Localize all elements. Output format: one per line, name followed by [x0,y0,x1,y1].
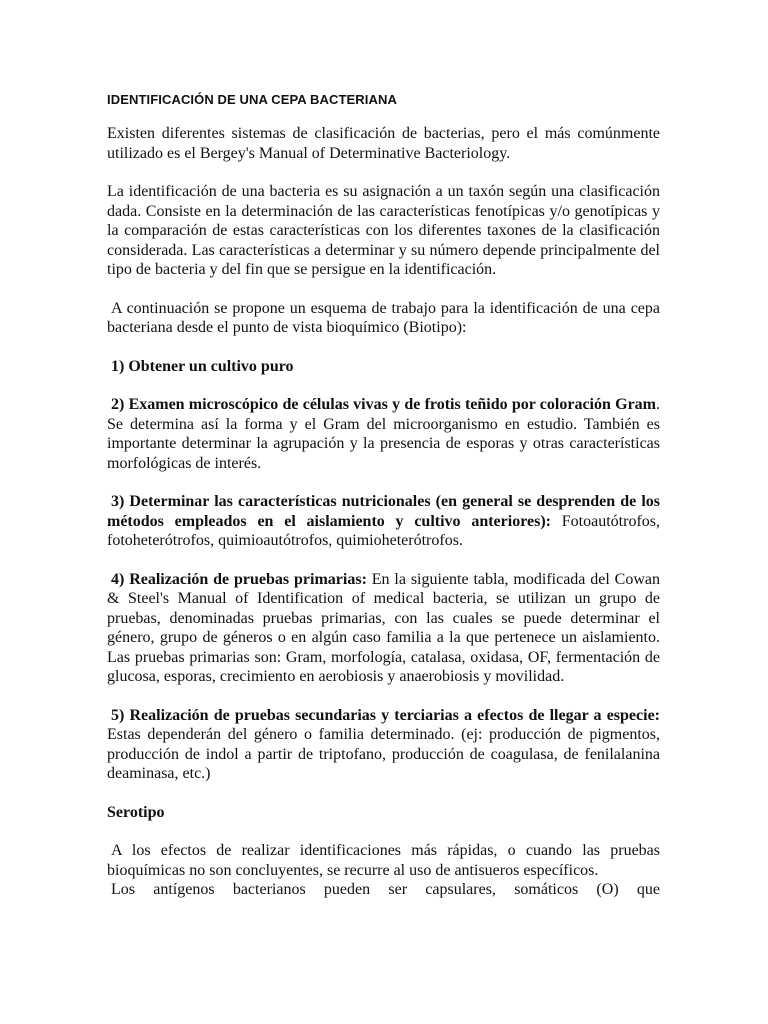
step-3-paragraph [107,492,660,551]
step-3-title: 3) Determinar las características nutricionales (en general se desprenden de los métodos empleados en el aislamiento y cultivo anteriores): [107,493,660,530]
step-1-title: 1) Obtener un cultivo puro [111,357,294,375]
step-4-text: En la siguiente tabla, modificada del Cowan & Steel's Manual of Identification of medical bacteria, se utilizan un grupo de pruebas, denominadas pruebas primarias, con las cuales se puede determinar el género, grupo de géneros o en algún caso familia a la que pertenece un aislamiento. Las pruebas primarias son: Gram, morfología, catalasa, oxidasa, OF, fermentación de glucosa, esporas, crecimiento en aerobiosis y anaerobiosis y movilidad. [107,570,661,685]
step-5-paragraph [107,706,660,784]
serotipo-paragraph-2: Los antígenos bacterianos pueden ser capsulares, somáticos (O) que [111,881,660,898]
step-4-paragraph [107,570,660,687]
document-title: IDENTIFICACIÓN DE UNA CEPA BACTERIANA [107,92,397,107]
identification-paragraph: La identificación de una bacteria es su asignación a un taxón según una clasificación dada. Consiste en la determinación de las características fenotípicas y/o genotípicas y la comparación de estas características con los diferentes taxones de la clasificación considerada. Las características a determinar y su número depende principalmente del tipo de bacteria y del fin que se persigue en la identificación. [107,183,660,278]
serotipo-heading: Serotipo [107,803,165,821]
step-3-text: Fotoautótrofos, fotoheterótrofos, quimioautótrofos, quimioheterótrofos. [107,512,660,549]
step-2-text: . Se determina así la forma y el Gram del microorganismo en estudio. También es importante determinar la agrupación y la presencia de esporas y otras características morfológicas de interés. [107,396,660,472]
serotipo-heading-paragraph [107,803,660,823]
step-2-title: 2) Examen microscópico de células vivas y de frotis teñido por coloración Gram [111,396,656,413]
intro-paragraph: Existen diferentes sistemas de clasificación de bacterias, pero el más comúnmente utilizado es el Bergey's Manual of Determinative Bacteriology. [107,125,660,162]
document-body [107,92,660,919]
step-4-title: 4) Realización de pruebas primarias: [111,570,367,588]
step-5-text: Estas dependerán del género o familia determinado. (ej: producción de pigmentos, producción de indol a partir de triptofano, producción de coagulasa, de fenilalanina deaminasa, etc.) [107,726,660,782]
step-1-paragraph [107,357,660,377]
step-5-title: 5) Realización de pruebas secundarias y terciarias a efectos de llegar a especie: [111,706,660,724]
step-2-paragraph [107,395,660,473]
serotipo-paragraph-1: A los efectos de realizar identificaciones más rápidas, o cuando las pruebas bioquímicas no son concluyentes, se recurre al uso de antisueros específicos. [107,842,660,879]
scheme-intro-paragraph: A continuación se propone un esquema de trabajo para la identificación de una cepa bacteriana desde el punto de vista bioquímico (Biotipo): [107,299,660,336]
